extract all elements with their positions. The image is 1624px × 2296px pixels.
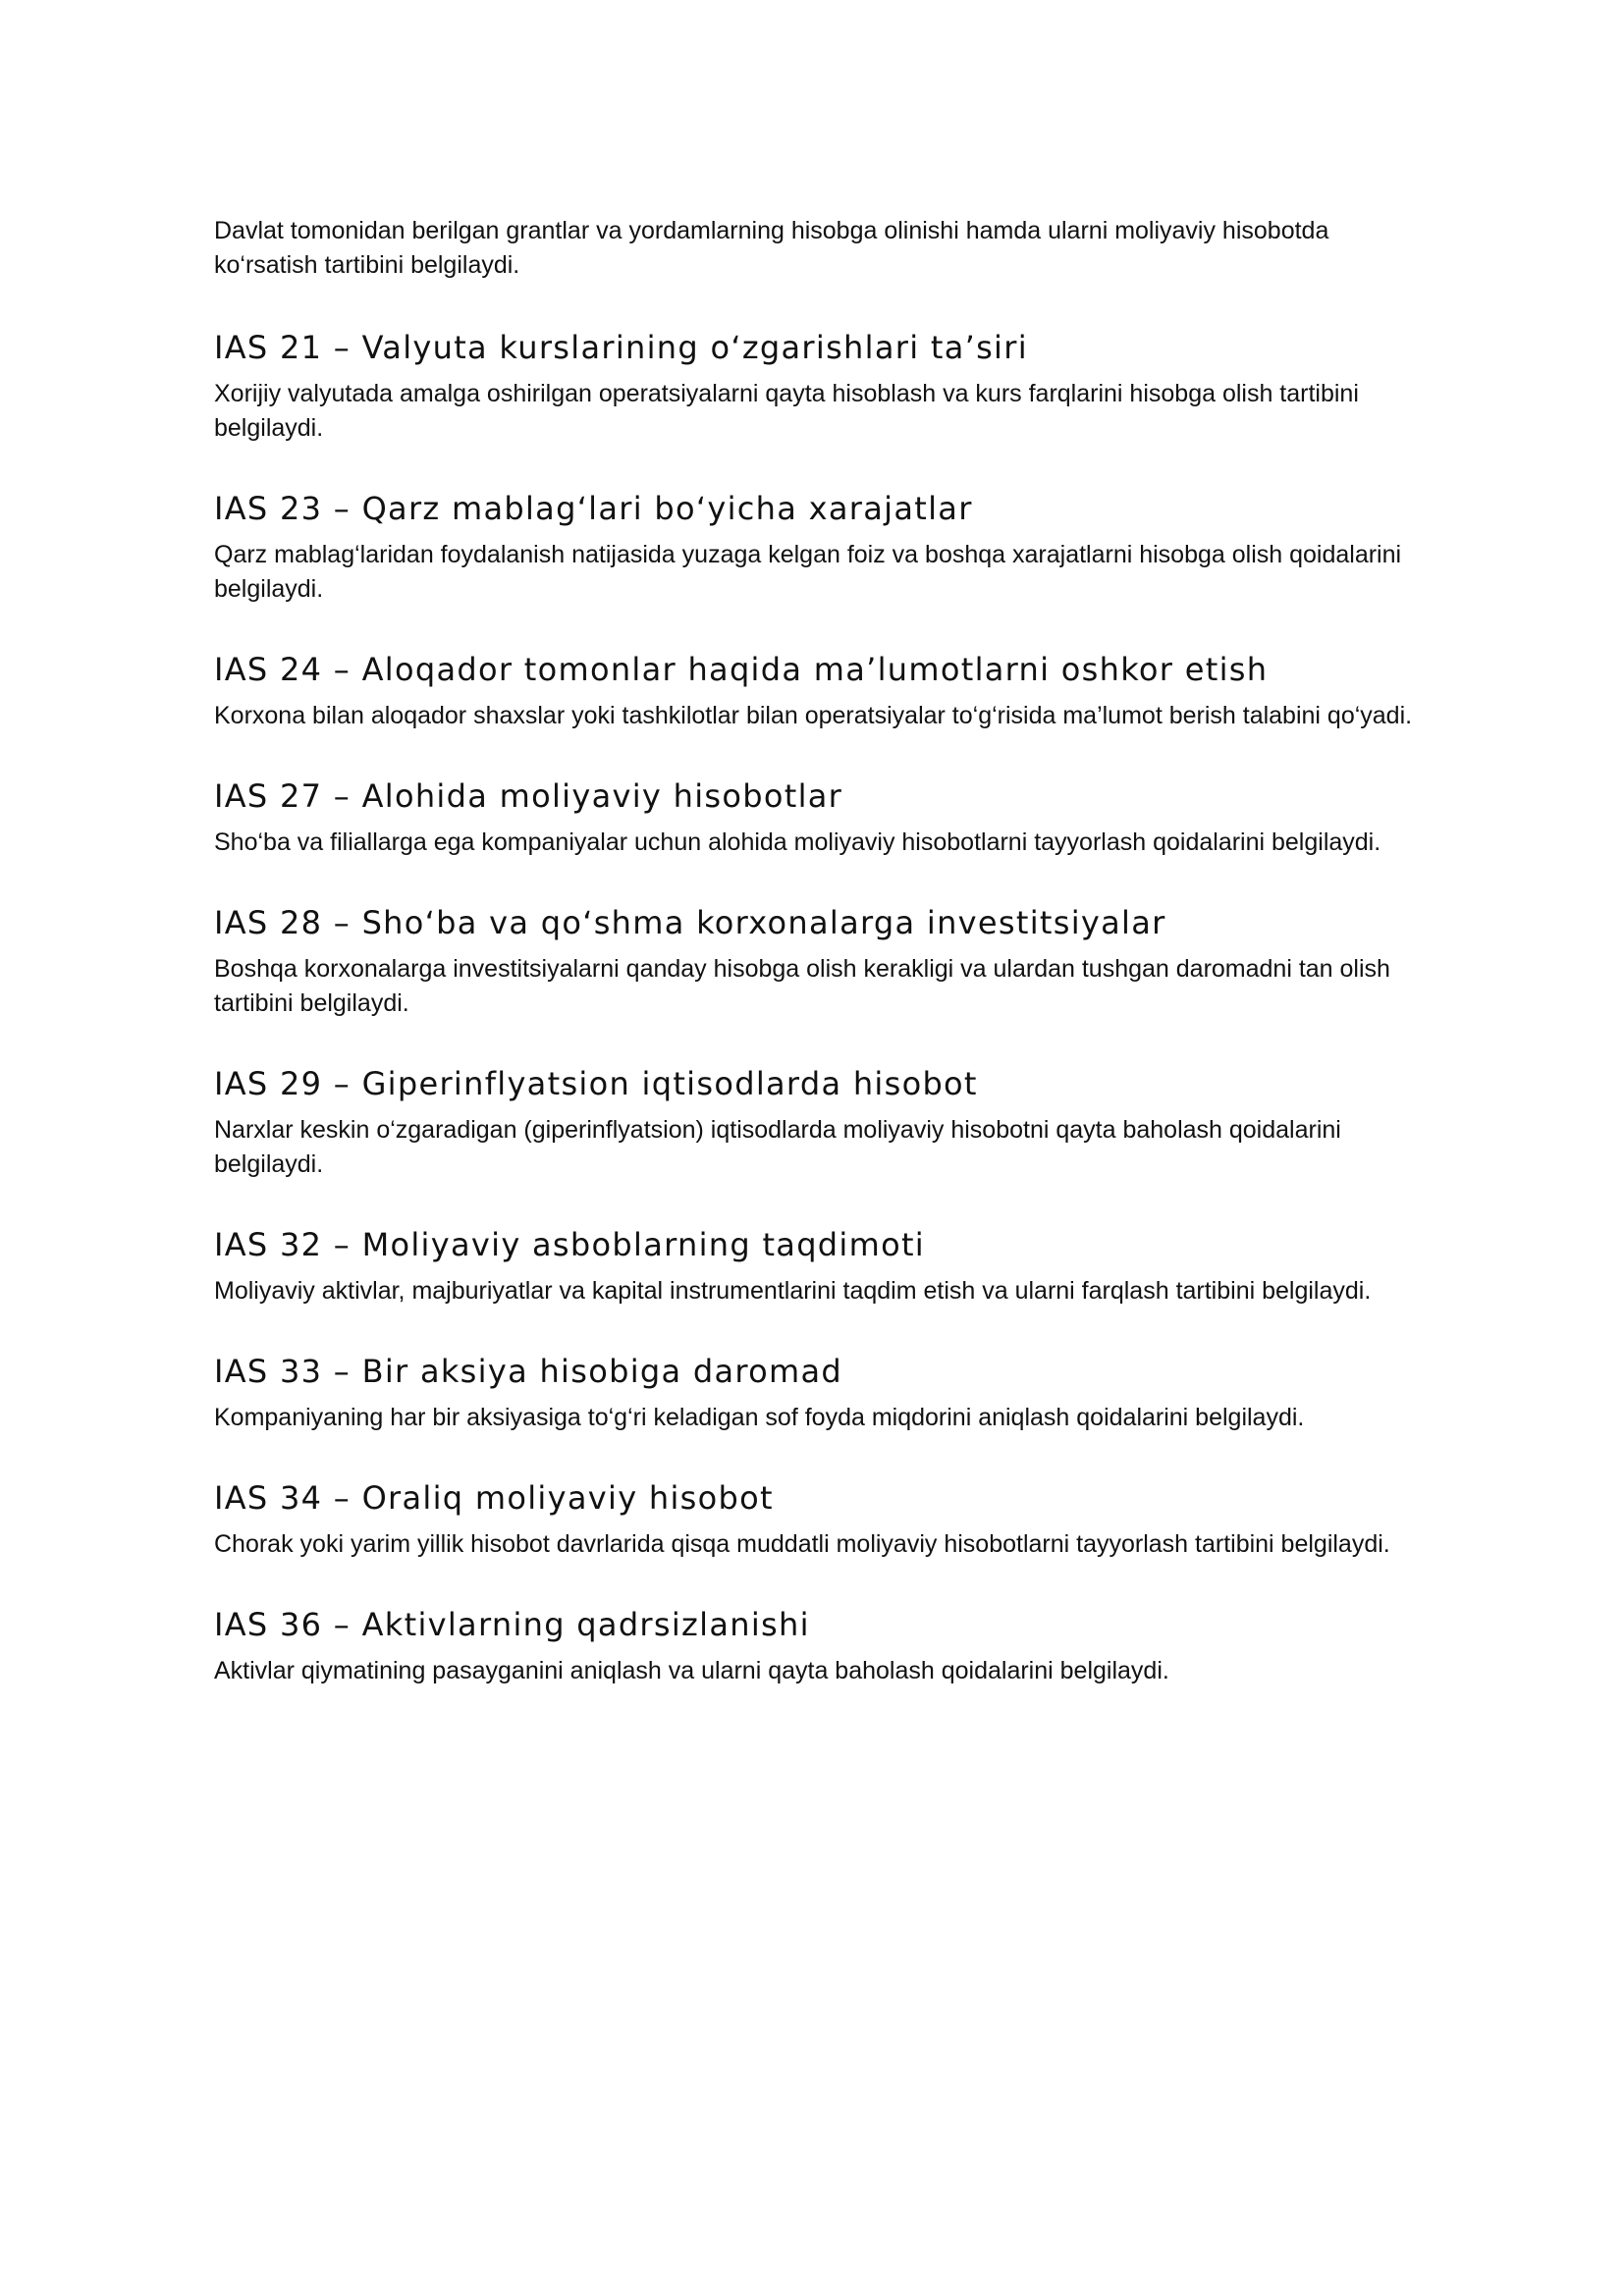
section-description: Chorak yoki yarim yillik hisobot davrlarida qisqa muddatli moliyaviy hisobotlarni tayyorlash tartibini belgilaydi. (214, 1530, 1390, 1558)
section-ias-32 (214, 1225, 1432, 1308)
document-page (214, 214, 1432, 1732)
section-title: IAS 24 – Aloqador tomonlar haqida ma’lumotlarni oshkor etish (214, 651, 1269, 688)
intro-paragraph: Davlat tomonidan berilgan grantlar va yordamlarning hisobga olinishi hamda ularni moliyaviy hisobotda ko‘rsatish tartibini belgilaydi. (214, 217, 1329, 279)
section-description: Narxlar keskin o‘zgaradigan (giperinflyatsion) iqtisodlarda moliyaviy hisobotni qayta baholash qoidalarini belgilaydi. (214, 1116, 1341, 1178)
section-ias-36 (214, 1605, 1432, 1688)
section-title: IAS 21 – Valyuta kurslarining o‘zgarishlari ta’siri (214, 329, 1028, 366)
section-description: Boshqa korxonalarga investitsiyalarni qanday hisobga olish kerakligi va ulardan tushgan daromadni tan olish tartibini belgilaydi. (214, 955, 1390, 1017)
section-description: Sho‘ba va filiallarga ega kompaniyalar uchun alohida moliyaviy hisobotlarni tayyorlash qoidalarini belgilaydi. (214, 828, 1381, 856)
section-title: IAS 32 – Moliyaviy asboblarning taqdimoti (214, 1226, 926, 1263)
section-ias-34 (214, 1478, 1432, 1562)
section-ias-29 (214, 1064, 1432, 1182)
section-ias-33 (214, 1352, 1432, 1435)
section-description: Korxona bilan aloqador shaxslar yoki tashkilotlar bilan operatsiyalar to‘g‘risida ma’lumot berish talabini qo‘yadi. (214, 702, 1413, 729)
section-description: Xorijiy valyutada amalga oshirilgan operatsiyalarni qayta hisoblash va kurs farqlarini hisobga olish tartibini belgilaydi. (214, 380, 1359, 442)
section-ias-23 (214, 489, 1432, 607)
section-title: IAS 28 – Sho‘ba va qo‘shma korxonalarga investitsiyalar (214, 904, 1166, 941)
section-description: Kompaniyaning har bir aksiyasiga to‘g‘ri keladigan sof foyda miqdorini aniqlash qoidalarini belgilaydi. (214, 1404, 1305, 1431)
section-ias-21 (214, 328, 1432, 446)
section-ias-27 (214, 776, 1432, 860)
section-description: Qarz mablag‘laridan foydalanish natijasida yuzaga kelgan foiz va boshqa xarajatlarni hisobga olish qoidalarini belgilaydi. (214, 541, 1402, 603)
section-ias-24 (214, 650, 1432, 733)
section-title: IAS 36 – Aktivlarning qadrsizlanishi (214, 1606, 810, 1643)
section-title: IAS 33 – Bir aksiya hisobiga daromad (214, 1353, 843, 1390)
section-title: IAS 23 – Qarz mablag‘lari bo‘yicha xarajatlar (214, 490, 973, 527)
section-ias-28 (214, 903, 1432, 1021)
section-title: IAS 34 – Oraliq moliyaviy hisobot (214, 1479, 774, 1517)
section-title: IAS 27 – Alohida moliyaviy hisobotlar (214, 777, 843, 815)
section-description: Aktivlar qiymatining pasayganini aniqlash va ularni qayta baholash qoidalarini belgilaydi. (214, 1657, 1169, 1684)
section-title: IAS 29 – Giperinflyatsion iqtisodlarda hisobot (214, 1065, 978, 1102)
section-description: Moliyaviy aktivlar, majburiyatlar va kapital instrumentlarini taqdim etish va ularni farqlash tartibini belgilaydi. (214, 1277, 1372, 1305)
